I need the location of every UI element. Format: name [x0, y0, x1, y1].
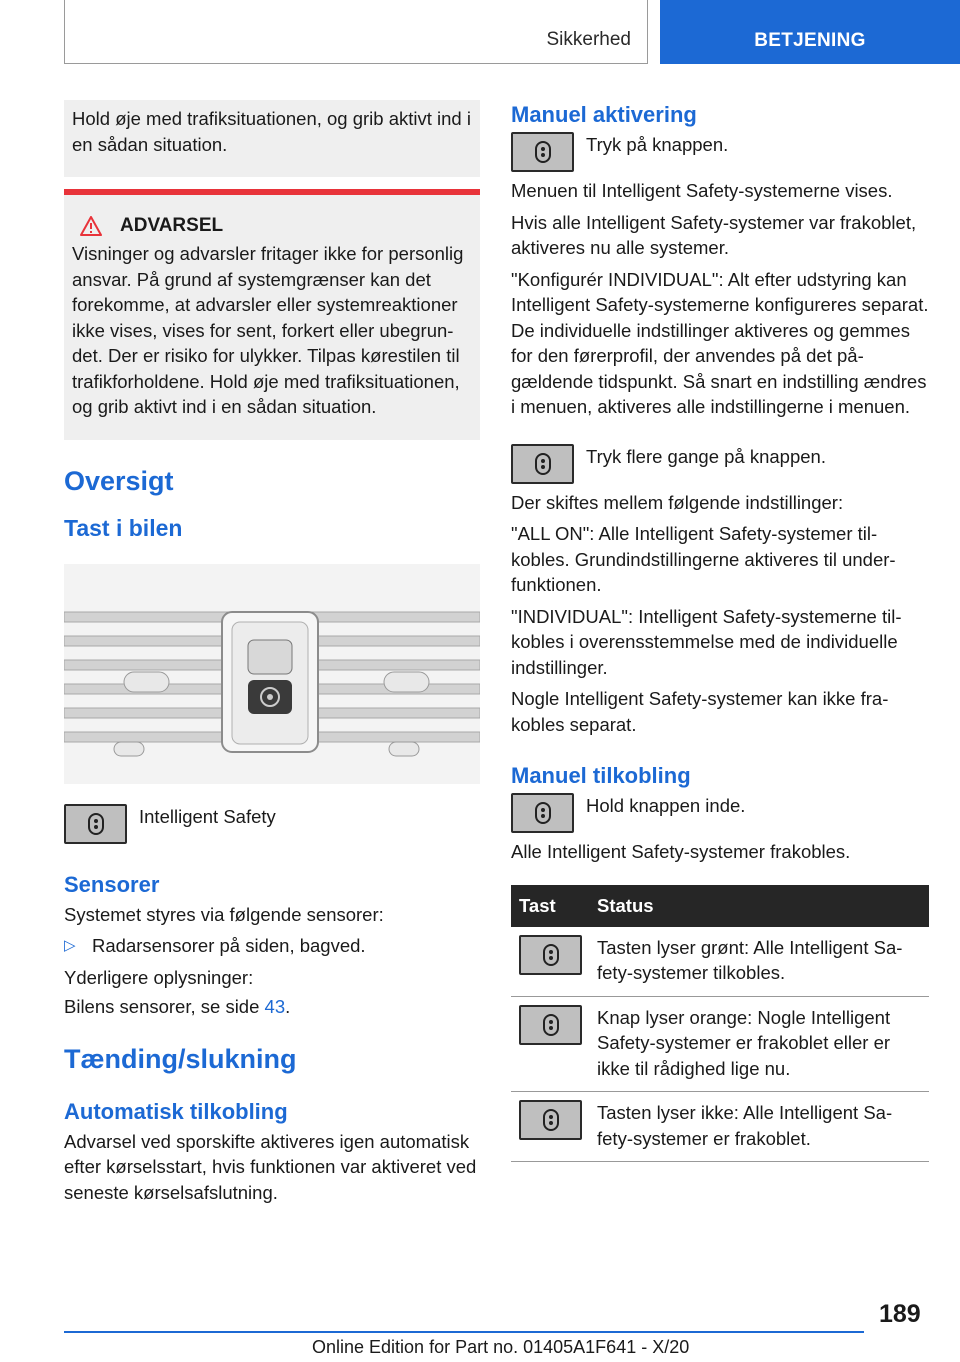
sensors-ref-prefix: Bilens sensorer, se side: [64, 996, 260, 1017]
button-orange-icon: [519, 1005, 582, 1045]
button-legend-label: Intelligent Safety: [139, 805, 276, 827]
all-disabled-text: Alle Intelligent Safety-systemer frakobles.: [511, 841, 851, 862]
status-text: Knap lyser orange: Nogle Intelligent Safety-systemer er frakoblet eller er ikke til rådighed lige nu.: [589, 996, 929, 1092]
status-table-header: [511, 885, 929, 927]
configure-individual-text: "Konfigurér INDIVIDUAL": Alt efter udstyring kan Intelligent Safety-systemerne konfigureres separat. De individuelle indstillinger aktiveres og gemmes for den førerprofil, der anvendes på det pågældende tidspunkt. Så snart en indstilling ændres i menuen, aktiveres alle indstillingerne i menuen.: [511, 268, 929, 417]
button-green-icon: [519, 935, 582, 975]
more-info-label: Yderligere oplysninger:: [64, 966, 254, 988]
sensor-item-text: Radarsensorer på siden, bagved.: [92, 935, 366, 956]
status-table: [511, 885, 929, 1163]
left-column: [64, 100, 480, 1205]
col-header-key: Tast: [511, 885, 589, 927]
header-section-title: Sikkerhed: [546, 29, 631, 50]
table-row: [511, 927, 929, 997]
warning-box: [64, 195, 480, 440]
press-button-text: Tryk på knappen.: [586, 134, 729, 155]
page-number: 189: [879, 1300, 921, 1328]
heading-manual-activation: Manuel aktivering: [511, 102, 697, 127]
header-frame: [64, 0, 648, 64]
menu-shown-text: Menuen til Intelligent Safety-systemerne vises.: [511, 180, 893, 201]
header-chapter-tab[interactable]: [660, 0, 960, 64]
heading-manual-off: Manuel tilkobling: [511, 763, 691, 788]
col-header-status: Status: [589, 885, 929, 927]
right-column: [511, 100, 929, 1162]
header-chapter-label: BETJENING: [754, 30, 866, 51]
intro-text: Hold øje med trafiksituationen, og grib aktivt ind i en sådan situation.: [72, 108, 471, 155]
heading-overview: Oversigt: [64, 465, 174, 496]
sensor-list-item: [64, 933, 480, 959]
warning-text: Visninger og advarsler fritager ikke for personlig ansvar. På grund af systemgrænser kan det forekomme, at advarsler eller systemreaktioner ikke vises, vises for sent, forkert eller ubegrundet. Der er risiko for ulykker. Tilpas kørestilen til trafikforholdene. Hold øje med trafiksituationen, og grib aktivt ind i en sådan situation.: [72, 243, 464, 417]
heading-ignition: Tænding/slukning: [64, 1043, 297, 1074]
heading-sensors: Sensorer: [64, 871, 160, 897]
auto-on-text: Advarsel ved sporskifte aktiveres igen automatisk efter kørselsstart, hvis funktionen var aktiveret ved seneste kørselsafslutning.: [64, 1130, 477, 1203]
intro-box: [64, 100, 480, 177]
separate-note-text: Nogle Intelligent Safety-systemer kan ikke frakobles separat.: [511, 688, 889, 735]
switch-between-text: Der skiftes mellem følgende indstillinger:: [511, 491, 844, 513]
all-off-text: Hvis alle Intelligent Safety-systemer var frakoblet, aktiveres nu alle systemer.: [511, 211, 917, 258]
hold-button-row: [511, 793, 929, 833]
press-button-row: [511, 132, 929, 172]
intelligent-safety-button-icon: [511, 444, 574, 484]
intelligent-safety-button-icon: [511, 132, 574, 172]
individual-text: "INDIVIDUAL": Intelligent Safety-systemerne tilkobles i overensstemmelse med de individuelle indstillinger.: [511, 605, 902, 678]
status-text: Tasten lyser grønt: Alle Intelligent Safety-systemer tilkobles.: [589, 927, 929, 997]
bullet-triangle-icon: ▷: [64, 937, 76, 954]
table-row: [511, 996, 929, 1092]
button-photo: [64, 564, 480, 784]
press-repeat-text: Tryk flere gange på knappen.: [586, 445, 826, 467]
all-on-text: "ALL ON": Alle Intelligent Safety-systemer tilkobles. Grundindstillingerne aktiveres til underfunktionen.: [511, 523, 896, 595]
sensors-intro: Systemet styres via følgende sensorer:: [64, 903, 384, 925]
intelligent-safety-button-icon: [511, 793, 574, 833]
table-row: [511, 1092, 929, 1162]
button-legend-row: [64, 804, 480, 844]
intelligent-safety-button-icon: [64, 804, 127, 844]
warning-heading: [72, 215, 472, 237]
heading-auto-on: Automatisk tilkobling: [64, 1098, 288, 1124]
sensors-reference: [64, 994, 480, 1020]
warning-triangle-icon: [80, 216, 102, 236]
hold-button-text: Hold knappen inde.: [586, 795, 746, 816]
footer-divider: [64, 1331, 864, 1333]
footer-edition: Online Edition for Part no. 01405A1F641 - X/20: [312, 1337, 690, 1357]
sensors-ref-suffix: .: [285, 996, 291, 1017]
press-repeat-row: [511, 444, 929, 484]
status-text: Tasten lyser ikke: Alle Intelligent Safety-systemer er frakoblet.: [589, 1092, 929, 1162]
button-off-icon: [519, 1100, 582, 1140]
heading-button-in-car: Tast i bilen: [64, 514, 183, 541]
sensors-ref-page-link[interactable]: 43: [264, 996, 286, 1017]
warning-title: ADVARSEL: [120, 215, 224, 236]
dashboard-vent-illustration: [64, 564, 480, 784]
